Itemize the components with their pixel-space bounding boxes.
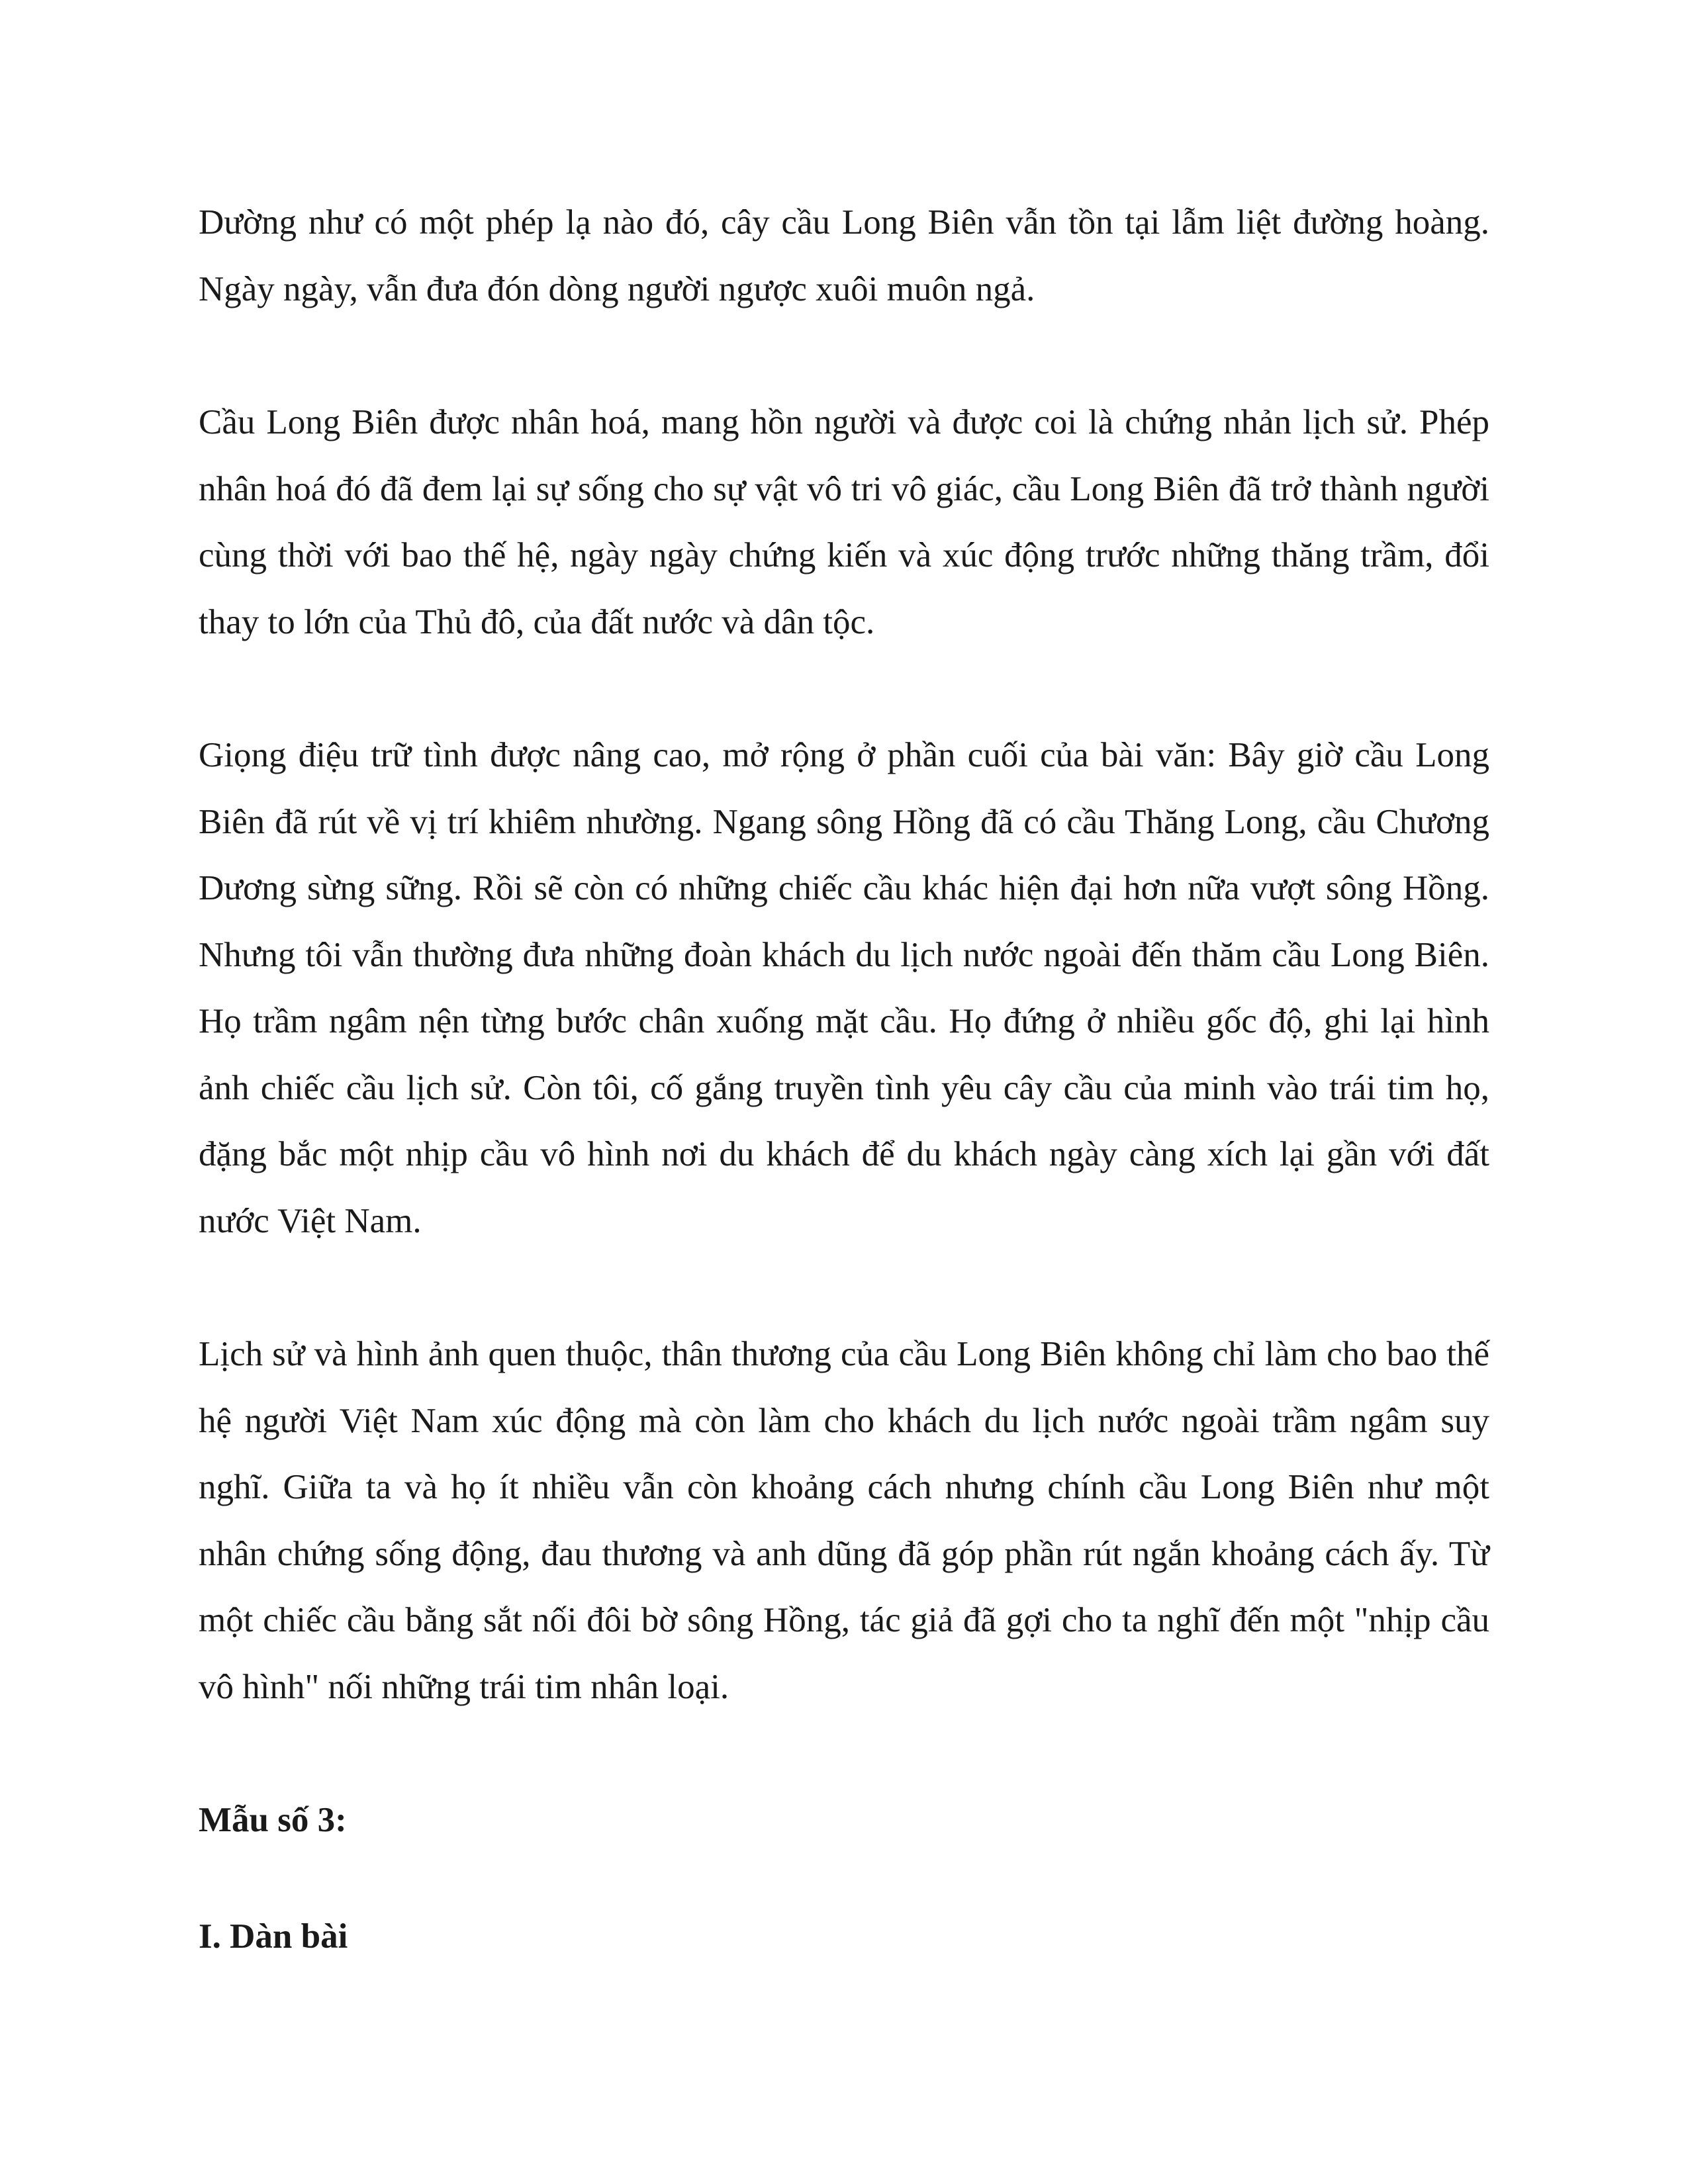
document-body bbox=[199, 189, 1489, 1970]
paragraph-1: Dường như có một phép lạ nào đó, cây cầu Long Biên vẫn tồn tại lẫm liệt đường hoàng. Ngày ngày, vẫn đưa đón dòng người ngược xuôi muôn ngả. bbox=[199, 203, 1489, 308]
section-heading-outline: I. Dàn bài bbox=[199, 1917, 348, 1956]
section-heading-sample: Mẫu số 3: bbox=[199, 1801, 347, 1839]
paragraph-2: Cầu Long Biên được nhân hoá, mang hồn người và được coi là chứng nhản lịch sử. Phép nhân hoá đó đã đem lại sự sống cho sự vật vô tri vô giác, cầu Long Biên đã trở thành người cùng thời với bao thế hệ, ngày ngày chứng kiến và xúc động trước những thăng trầm, đổi thay to lớn của Thủ đô, của đất nước và dân tộc. bbox=[199, 403, 1489, 641]
paragraph-3: Giọng điệu trữ tình được nâng cao, mở rộng ở phần cuối của bài văn: Bây giờ cầu Long Biên đã rút về vị trí khiêm nhường. Ngang sông Hồng đã có cầu Thăng Long, cầu Chương Dương sừng sững. Rồi sẽ còn có những chiếc cầu khác hiện đại hơn nữa vượt sông Hồng. Nhưng tôi vẫn thường đưa những đoàn khách du lịch nước ngoài đến thăm cầu Long Biên. Họ trầm ngâm nện từng bước chân xuống mặt cầu. Họ đứng ở nhiều gốc độ, ghi lại hình ảnh chiếc cầu lịch sử. Còn tôi, cố gắng truyền tình yêu cây cầu của minh vào trái tim họ, đặng bắc một nhịp cầu vô hình nơi du khách để du khách ngày càng xích lại gần với đất nước Việt Nam. bbox=[199, 736, 1489, 1240]
paragraph-4: Lịch sử và hình ảnh quen thuộc, thân thương của cầu Long Biên không chỉ làm cho bao thế hệ người Việt Nam xúc động mà còn làm cho khách du lịch nước ngoài trầm ngâm suy nghĩ. Giữa ta và họ ít nhiều vẫn còn khoảng cách nhưng chính cầu Long Biên như một nhân chứng sống động, đau thương và anh dũng đã góp phần rút ngắn khoảng cách ấy. Từ một chiếc cầu bằng sắt nối đôi bờ sông Hồng, tác giả đã gợi cho ta nghĩ đến một "nhịp cầu vô hình" nối những trái tim nhân loại. bbox=[199, 1335, 1489, 1706]
